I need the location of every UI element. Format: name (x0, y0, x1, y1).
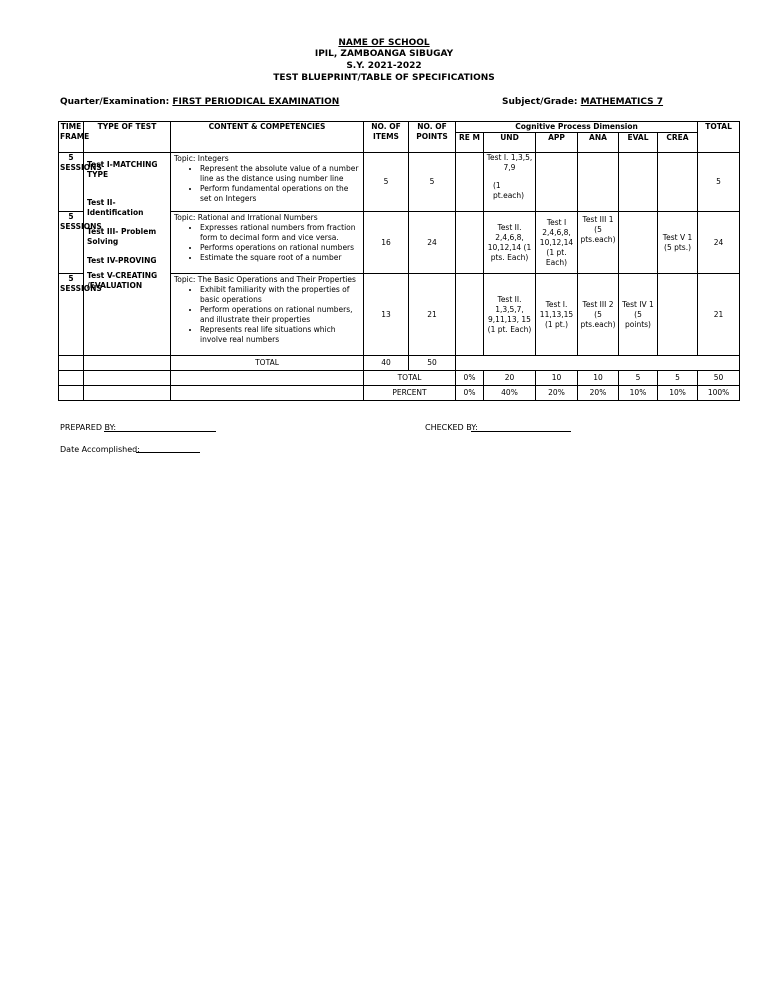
time-frame-cell: 5 SESSIONS (59, 153, 84, 212)
col-points: NO. OF POINTS (409, 122, 456, 153)
total-cell: 24 (698, 212, 740, 274)
crea-cell (658, 153, 698, 212)
col-total: TOTAL (698, 122, 740, 153)
crea-cell: Test V 1 (5 pts.) (658, 212, 698, 274)
competency-item: • Represents real life situations which involve real numbers (200, 325, 360, 345)
school-address: IPIL, ZAMBOANGA SIBUGAY (314, 49, 454, 59)
col-content: CONTENT & COMPETENCIES (171, 122, 364, 153)
competency-item: • Represent the absolute value of a number line as the distance using number line (200, 164, 360, 184)
und-cell (484, 153, 536, 212)
col-items: NO. OF ITEMS (364, 122, 409, 153)
time-frame-cell: 5 SESSIONS (59, 274, 84, 356)
competency-item: • Estimate the square root of a number (200, 253, 360, 263)
topic-label: Topic: The Basic Operations and Their Properties (174, 275, 356, 284)
items-cell: 13 (364, 274, 409, 356)
und-cell: Test II. 2,4,6,8, 10,12,14 (1 pts. Each) (484, 212, 536, 274)
topic-label: Topic: Rational and Irrational Numbers (174, 213, 318, 222)
type-item: Test I-MATCHING TYPE (87, 160, 158, 179)
competency-item: • Exhibit familiarity with the properties of basic operations (200, 285, 360, 305)
empty-cell (456, 356, 740, 371)
percent-total: 100% (698, 386, 740, 401)
content-cell (171, 153, 364, 212)
competency-item: • Perform operations on rational numbers, and illustrate their properties (200, 305, 360, 325)
checked-by-label: CHECKED BY: (425, 423, 478, 432)
document-title: TEST BLUEPRINT/TABLE OF SPECIFICATIONS (273, 73, 495, 83)
percent-crea: 10% (658, 386, 698, 401)
crea-cell (658, 274, 698, 356)
rem-cell (456, 212, 484, 274)
type-item: Test II-Identification (87, 198, 144, 217)
quarter-meta (60, 97, 339, 107)
school-year: S.Y. 2021-2022 (346, 61, 422, 71)
total-cell: 21 (698, 274, 740, 356)
type-item: Test III- Problem Solving (87, 227, 157, 246)
col-rem: RE M (456, 133, 484, 153)
totals-points: 50 (409, 356, 456, 371)
summary-total: 50 (698, 371, 740, 386)
competency-item: • Expresses rational numbers from fraction form to decimal form and vice versa. (200, 223, 360, 243)
content-cell (171, 274, 364, 356)
col-und: UND (484, 133, 536, 153)
col-crea: CREA (658, 133, 698, 153)
percent-und: 40% (484, 386, 536, 401)
type-of-test-cell (84, 153, 171, 356)
col-time-frame: TIME FRAME (59, 122, 84, 153)
rem-cell (456, 153, 484, 212)
quarter-label: Quarter/Examination: (60, 97, 170, 107)
date-accomplished-label: Date Accomplished: (60, 445, 140, 454)
empty-cell (84, 386, 171, 401)
subject-value: MATHEMATICS 7 (580, 97, 664, 107)
empty-cell (59, 356, 84, 371)
quarter-value: FIRST PERIODICAL EXAMINATION (172, 97, 340, 107)
points-cell: 21 (409, 274, 456, 356)
content-cell (171, 212, 364, 274)
empty-cell (84, 371, 171, 386)
type-item: Test V-CREATING /EVALUATION (87, 271, 158, 290)
specification-table (58, 121, 740, 401)
empty-cell (59, 371, 84, 386)
date-line (136, 452, 200, 453)
summary-ana: 10 (578, 371, 619, 386)
col-cognitive: Cognitive Process Dimension (456, 122, 698, 133)
summary-total-row (59, 371, 740, 386)
prepared-by-signature-line (104, 431, 216, 432)
und-test-ref: Test I. 1,3,5, 7,9 (486, 153, 533, 172)
summary-eval: 5 (619, 371, 658, 386)
percent-app: 20% (536, 386, 578, 401)
competency-item: • Performs operations on rational numbers (200, 243, 360, 253)
empty-cell (84, 356, 171, 371)
topic-label: Topic: Integers (174, 154, 229, 163)
eval-cell: Test IV 1 (5 points) (619, 274, 658, 356)
competency-item: • Perform fundamental operations on the set on Integers (200, 184, 360, 204)
type-item: Test IV-PROVING (87, 256, 157, 265)
totals-label: TOTAL (171, 356, 364, 371)
app-cell: Test I. 11,13,15 (1 pt.) (536, 274, 578, 356)
ana-cell: Test III 1 (5 pts.each) (578, 212, 619, 274)
app-cell (536, 153, 578, 212)
eval-cell (619, 212, 658, 274)
percent-eval: 10% (619, 386, 658, 401)
summary-und: 20 (484, 371, 536, 386)
checked-by-signature-line (471, 431, 571, 432)
total-cell: 5 (698, 153, 740, 212)
prepared-by-label: PREPARED BY: (60, 423, 117, 432)
summary-rem: 0% (456, 371, 484, 386)
empty-cell (171, 386, 364, 401)
und-points: (1 pt.each) (493, 181, 525, 200)
eval-cell (619, 153, 658, 212)
percent-rem: 0% (456, 386, 484, 401)
empty-cell (59, 386, 84, 401)
items-cell: 5 (364, 153, 409, 212)
col-eval: EVAL (619, 133, 658, 153)
col-app: APP (536, 133, 578, 153)
items-cell: 16 (364, 212, 409, 274)
app-cell: Test I 2,4,6,8, 10,12,14 (1 pt. Each) (536, 212, 578, 274)
ana-cell: Test III 2 (5 pts.each) (578, 274, 619, 356)
subject-label: Subject/Grade: (502, 97, 578, 107)
time-frame-cell: 5 SESSIONS (59, 212, 84, 274)
summary-total-label: TOTAL (364, 371, 456, 386)
ana-cell (578, 153, 619, 212)
und-cell: Test II. 1,3,5,7, 9,11,13, 15 (1 pt. Each) (484, 274, 536, 356)
col-ana: ANA (578, 133, 619, 153)
rem-cell (456, 274, 484, 356)
subject-meta (502, 97, 663, 107)
summary-percent-row (59, 386, 740, 401)
totals-row (59, 356, 740, 371)
points-cell: 24 (409, 212, 456, 274)
totals-items: 40 (364, 356, 409, 371)
points-cell: 5 (409, 153, 456, 212)
empty-cell (171, 371, 364, 386)
col-type-of-test: TYPE OF TEST (84, 122, 171, 153)
percent-ana: 20% (578, 386, 619, 401)
summary-app: 10 (536, 371, 578, 386)
summary-percent-label: PERCENT (364, 386, 456, 401)
table-row (59, 153, 740, 212)
school-name: NAME OF SCHOOL (338, 38, 430, 48)
summary-crea: 5 (658, 371, 698, 386)
